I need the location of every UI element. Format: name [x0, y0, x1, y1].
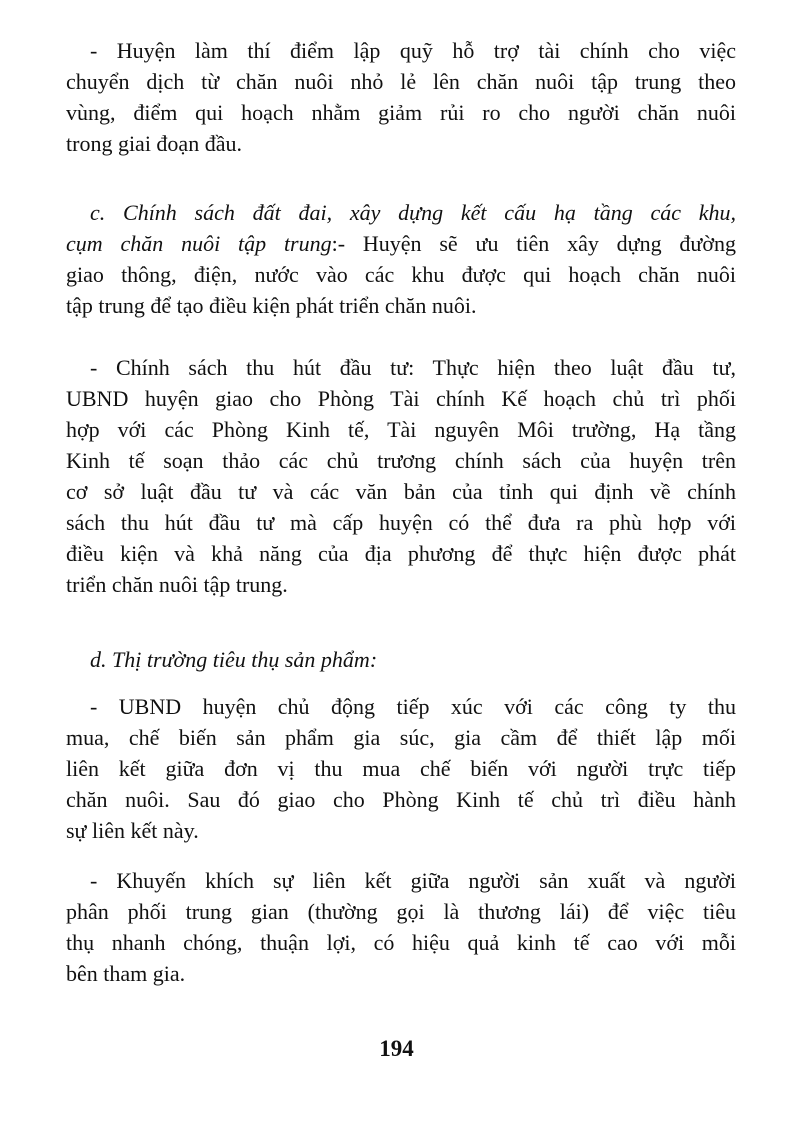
text-line: thụ nhanh chóng, thuận lợi, có hiệu quả kinh tế cao với mỗi — [66, 930, 736, 955]
text-span: :- Huyện sẽ ưu tiên xây dựng đường — [331, 231, 736, 256]
text-line: - UBND huyện chủ động tiếp xúc với các công ty thu — [90, 694, 736, 719]
page-number: 194 — [379, 1036, 414, 1061]
text-line: - Khuyến khích sự liên kết giữa người sản xuất và người — [90, 868, 736, 893]
section-heading-c-cont: cụm chăn nuôi tập trung — [66, 231, 332, 256]
text-line: - Chính sách thu hút đầu tư: Thực hiện theo luật đầu tư, — [90, 355, 736, 380]
text-line: - Huyện làm thí điểm lập quỹ hỗ trợ tài chính cho việc — [90, 38, 736, 63]
text-line: bên tham gia. — [66, 961, 186, 986]
text-line: phân phối trung gian (thường gọi là thương lái) để việc tiêu — [66, 899, 736, 924]
paragraph-investment-policy — [66, 352, 736, 600]
section-heading-d-block — [66, 644, 736, 675]
paragraph-ubnd-contact — [66, 691, 736, 846]
text-line: vùng, điểm qui hoạch nhằm giảm rủi ro cho người chăn nuôi — [66, 100, 736, 125]
text-line: UBND huyện giao cho Phòng Tài chính Kế hoạch chủ trì phối — [66, 386, 736, 411]
text-line: chuyển dịch từ chăn nuôi nhỏ lẻ lên chăn nuôi tập trung theo — [66, 69, 736, 94]
section-heading-d: d. Thị trường tiêu thụ sản phẩm: — [90, 647, 378, 672]
text-line: sách thu hút đầu tư mà cấp huyện có thể đưa ra phù hợp với — [66, 510, 736, 535]
paragraph-land-policy — [66, 197, 736, 321]
text-line: cơ sở luật đầu tư và các văn bản của tỉnh qui định về chính — [66, 479, 736, 504]
text-line: giao thông, điện, nước vào các khu được qui hoạch chăn nuôi — [66, 262, 736, 287]
text-line: tập trung để tạo điều kiện phát triển chăn nuôi. — [66, 293, 477, 318]
text-line: trong giai đoạn đầu. — [66, 131, 242, 156]
text-line: mua, chế biến sản phẩm gia súc, gia cầm để thiết lập mối — [66, 725, 736, 750]
section-heading-c: c. Chính sách đất đai, xây dựng kết cấu hạ tầng các khu, — [90, 200, 736, 225]
text-line: sự liên kết này. — [66, 818, 199, 843]
text-line: Kinh tế soạn thảo các chủ trương chính sách của huyện trên — [66, 448, 736, 473]
text-line: điều kiện và khả năng của địa phương để thực hiện được phát — [66, 541, 736, 566]
text-line: triển chăn nuôi tập trung. — [66, 572, 288, 597]
paragraph-fund-pilot — [66, 35, 736, 159]
paragraph-encourage-linkage — [66, 865, 736, 989]
text-line: hợp với các Phòng Kinh tế, Tài nguyên Môi trường, Hạ tầng — [66, 417, 736, 442]
text-line: chăn nuôi. Sau đó giao cho Phòng Kinh tế chủ trì điều hành — [66, 787, 736, 812]
text-line — [66, 228, 736, 259]
text-line: liên kết giữa đơn vị thu mua chế biến với người trực tiếp — [66, 756, 736, 781]
